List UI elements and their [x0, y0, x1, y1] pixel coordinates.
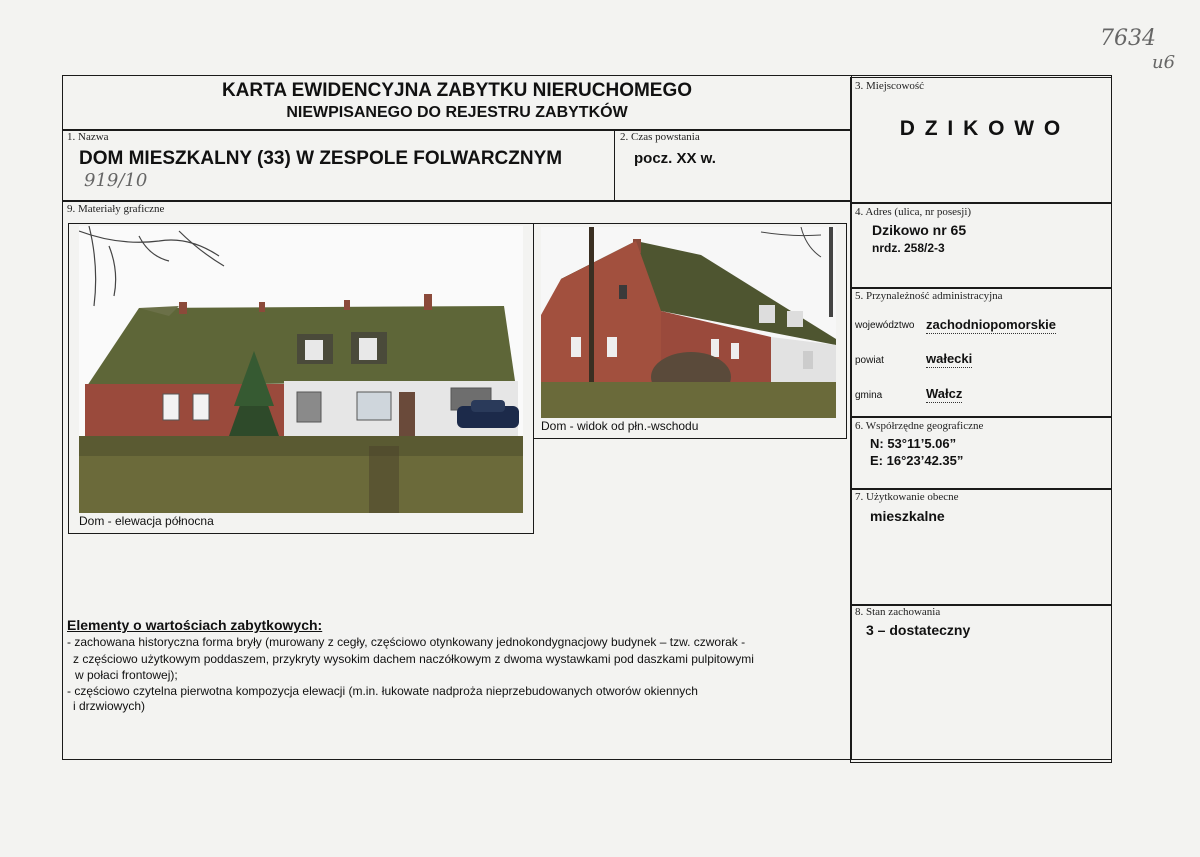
field-name-value: DOM MIESZKALNY (33) W ZESPOLE FOLWARCZNYM: [79, 148, 563, 169]
field-address-label: 4. Adres (ulica, nr posesji): [855, 206, 972, 218]
field-date-value: pocz. XX w.: [634, 150, 716, 167]
elements-line3: w połaci frontowej);: [75, 668, 178, 682]
handwritten-note: 7634: [1100, 26, 1156, 51]
admin-value-commune: Wałcz: [926, 386, 963, 401]
elements-line1: - zachowana historyczna forma bryły (murowany z cegły, częściowo otynkowany jednokondygnacjowy budynek – tzw. czworak -: [67, 635, 746, 649]
card-title-line1: KARTA EWIDENCYJNA ZABYTKU NIERUCHOMEGO: [221, 80, 693, 101]
admin-value-county: wałecki: [926, 351, 973, 366]
photo1-caption: Dom - elewacja północna: [79, 514, 214, 528]
field-condition-label: 8. Stan zachowania: [855, 606, 941, 618]
field-locality-value: D Z I K O W O: [899, 117, 1063, 140]
card-title-line2: NIEWPISANEGO DO REJESTRU ZABYTKÓW: [286, 104, 628, 121]
elements-heading: Elementy o wartościach zabytkowych:: [67, 617, 323, 633]
admin-value-voivodeship: zachodniopomorskie: [926, 317, 1057, 332]
field-graphics-label: 9. Materiały graficzne: [67, 203, 165, 215]
field-date-label: 2. Czas powstania: [620, 131, 700, 143]
field-address-line2: nrdz. 258/2-3: [872, 241, 945, 255]
field-usage-label: 7. Użytkowanie obecne: [855, 491, 959, 503]
field-usage-box: [850, 488, 1112, 606]
photo2-caption: Dom - widok od płn.-wschodu: [541, 419, 699, 433]
field-admin-box: [850, 287, 1112, 418]
field-usage-value: mieszkalne: [870, 508, 945, 524]
coords-north: N: 53°11’5.06”: [870, 436, 957, 451]
admin-key-commune: gmina: [855, 390, 883, 401]
field-locality-label: 3. Miejscowość: [855, 80, 925, 92]
field-address-line1: Dzikowo nr 65: [872, 222, 967, 238]
handwritten-number: 919/10: [84, 170, 148, 191]
coords-east: E: 16°23’42.35”: [870, 453, 964, 468]
admin-key-voivodeship: województwo: [855, 320, 915, 331]
photo-northeast-view: [541, 227, 836, 418]
handwritten-note-2: u6: [1152, 52, 1176, 73]
elements-line5: i drzwiowych): [73, 699, 146, 713]
elements-line4: - częściowo czytelna pierwotna kompozycja elewacji (m.in. łukowate nadproża nieprzebudowanych otworów okiennych: [67, 684, 698, 698]
photo-north-elevation: [79, 226, 523, 513]
field-admin-label: 5. Przynależność administracyjna: [855, 290, 1003, 302]
admin-key-county: powiat: [855, 355, 884, 366]
elements-line2: z częściowo użytkowym poddaszem, przykryty wysokim dachem naczółkowym z dwoma wystawkami pod daszkami pulpitowymi: [73, 652, 754, 666]
field-condition-value: 3 – dostateczny: [866, 622, 971, 638]
field-name-label: 1. Nazwa: [67, 131, 109, 143]
field-coords-label: 6. Współrzędne geograficzne: [855, 420, 984, 432]
